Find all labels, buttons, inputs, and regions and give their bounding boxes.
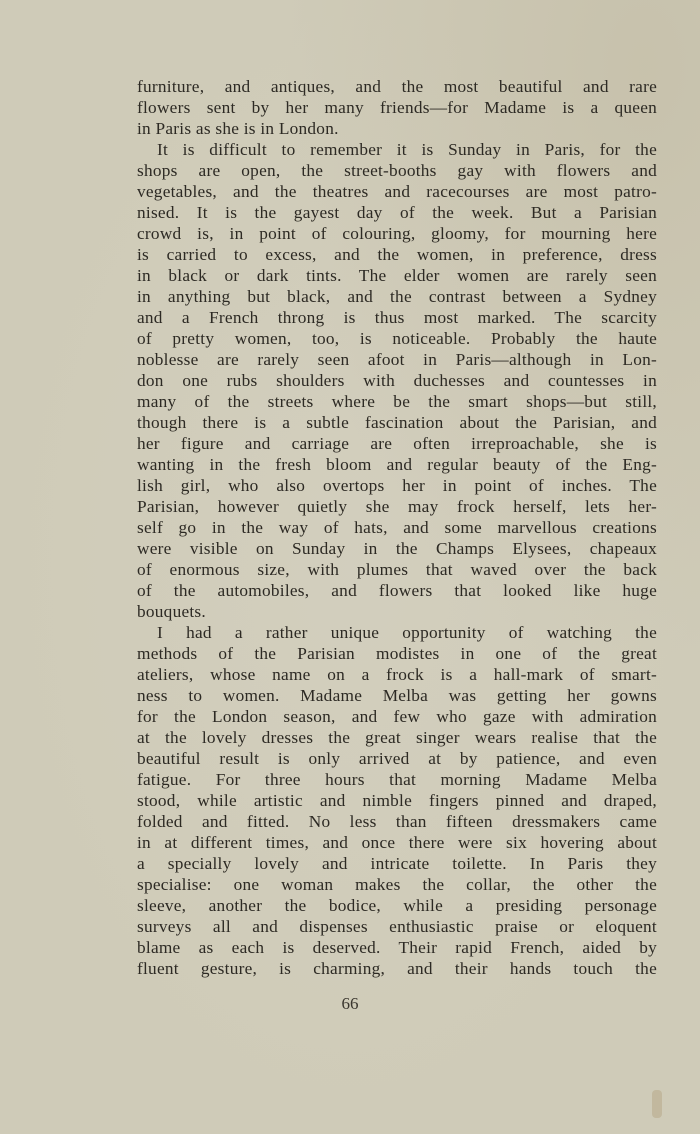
text-line: ness to women. Madame Melba was getting her gowns <box>137 686 657 705</box>
text-line: flowers sent by her many friends—for Madame is a queen <box>137 98 657 117</box>
text-line: for the London season, and few who gaze with admiration <box>137 707 657 726</box>
text-line: in black or dark tints. The elder women are rarely seen <box>137 266 657 285</box>
text-line: and a French throng is thus most marked. The scarcity <box>137 308 657 327</box>
text-line: crowd is, in point of colouring, gloomy, for mourning here <box>137 224 657 243</box>
text-line: at the lovely dresses the great singer wears realise that the <box>137 728 657 747</box>
text-line: vegetables, and the theatres and racecourses are most patro- <box>137 182 657 201</box>
text-line: a specially lovely and intricate toilette. In Paris they <box>137 854 657 873</box>
text-line: wanting in the fresh bloom and regular beauty of the Eng- <box>137 455 657 474</box>
paragraph-start-line: It is difficult to remember it is Sunday in Paris, for the <box>157 140 657 159</box>
text-line: ateliers, whose name on a frock is a hall-mark of smart- <box>137 665 657 684</box>
body-text <box>137 76 657 979</box>
text-line: specialise: one woman makes the collar, the other the <box>137 875 657 894</box>
text-line: lish girl, who also overtops her in point of inches. The <box>137 476 657 495</box>
text-line: Parisian, however quietly she may frock herself, lets her- <box>137 497 657 516</box>
text-line: fatigue. For three hours that morning Madame Melba <box>137 770 657 789</box>
text-line: her figure and carriage are often irreproachable, she is <box>137 434 657 453</box>
text-line: methods of the Parisian modistes in one of the great <box>137 644 657 663</box>
text-line: in anything but black, and the contrast between a Sydney <box>137 287 657 306</box>
text-line: were visible on Sunday in the Champs Elysees, chapeaux <box>137 539 657 558</box>
text-line: shops are open, the street-booths gay with flowers and <box>137 161 657 180</box>
text-line: many of the streets where be the smart shops—but still, <box>137 392 657 411</box>
paragraph-start-line: I had a rather unique opportunity of watching the <box>157 623 657 642</box>
text-line: of enormous size, with plumes that waved over the back <box>137 560 657 579</box>
text-line: beautiful result is only arrived at by patience, and even <box>137 749 657 768</box>
text-line: sleeve, another the bodice, while a presiding personage <box>137 896 657 915</box>
text-line: stood, while artistic and nimble fingers pinned and draped, <box>137 791 657 810</box>
text-line: noblesse are rarely seen afoot in Paris—although in Lon- <box>137 350 657 369</box>
text-line: is carried to excess, and the women, in preference, dress <box>137 245 657 264</box>
text-line: blame as each is deserved. Their rapid French, aided by <box>137 938 657 957</box>
text-line: in Paris as she is in London. <box>137 119 339 138</box>
text-line: nised. It is the gayest day of the week. But a Parisian <box>137 203 657 222</box>
text-line: of pretty women, too, is noticeable. Probably the haute <box>137 329 657 348</box>
text-line: fluent gesture, is charming, and their hands touch the <box>137 959 657 978</box>
text-line: in at different times, and once there were six hovering about <box>137 833 657 852</box>
text-line: folded and fitted. No less than fifteen dressmakers came <box>137 812 657 831</box>
text-line: surveys all and dispenses enthusiastic praise or eloquent <box>137 917 657 936</box>
text-line: self go in the way of hats, and some marvellous creations <box>137 518 657 537</box>
text-line: though there is a subtle fascination about the Parisian, and <box>137 413 657 432</box>
text-line: of the automobiles, and flowers that looked like huge <box>137 581 657 600</box>
text-line: bouquets. <box>137 602 206 621</box>
text-line: don one rubs shoulders with duchesses and countesses in <box>137 371 657 390</box>
paper-stain <box>652 1090 662 1118</box>
text-line: furniture, and antiques, and the most beautiful and rare <box>137 77 657 96</box>
page-number: 66 <box>341 994 359 1013</box>
